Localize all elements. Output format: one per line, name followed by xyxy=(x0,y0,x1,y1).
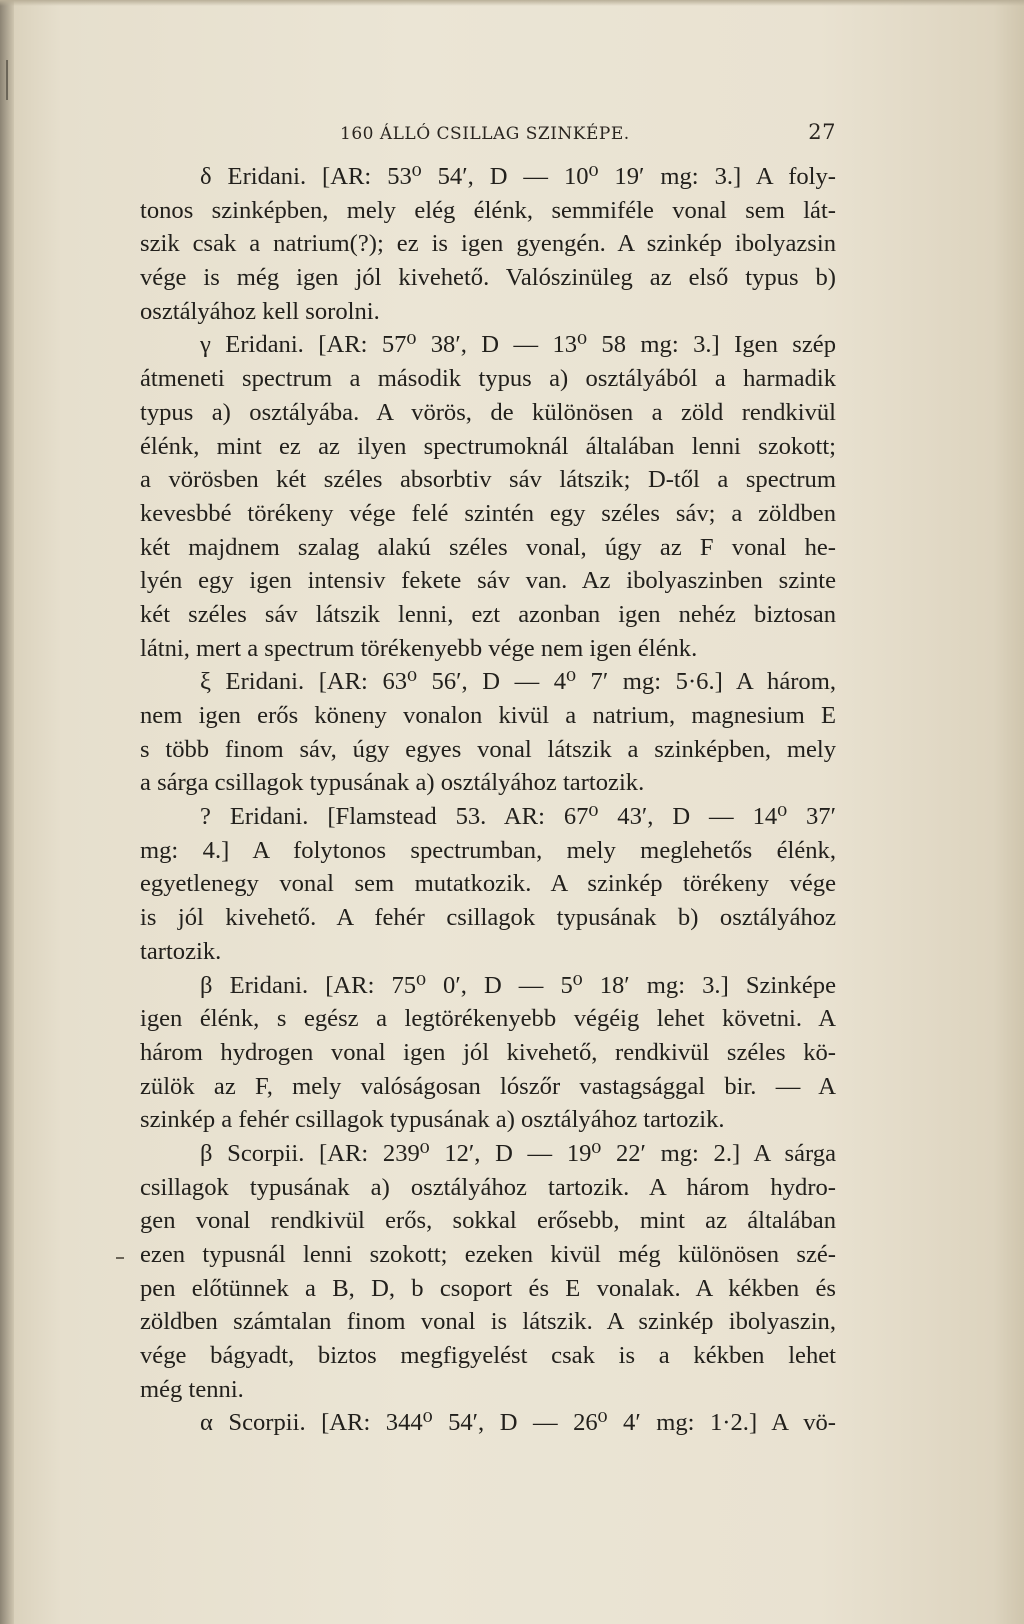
text-line: két széles sáv látszik lenni, ezt azonban igen nehéz biztosan xyxy=(140,600,836,628)
page-header xyxy=(140,120,836,150)
text-line: α Scorpii. [AR: 344⁰ 54′, D — 26⁰ 4′ mg: 1·2.] A vö- xyxy=(200,1409,836,1437)
text-line: s több finom sáv, úgy egyes vonal látszik a szinképben, mely xyxy=(140,735,836,763)
text-line: vége bágyadt, biztos megfigyelést csak is a kékben lehet xyxy=(140,1342,836,1370)
text-line: a sárga csillagok typusának a) osztályához tartozik. xyxy=(140,769,645,797)
text-line: nem igen erős köneny vonalon kivül a natrium, magnesium E xyxy=(140,702,836,729)
text-line: zöldben számtalan finom vonal is látszik. A szinkép ibolyaszin, xyxy=(140,1308,836,1336)
margin-mark xyxy=(116,1257,124,1259)
text-line: is jól kivehető. A fehér csillagok typusának b) osztályához xyxy=(140,904,836,932)
running-title: 160 ÁLLÓ CSILLAG SZINKÉPE. xyxy=(340,124,630,144)
margin-mark xyxy=(6,60,8,100)
text-line: élénk, mint ez az ilyen spectrumoknál általában lenni szokott; xyxy=(140,432,836,460)
text-line: két majdnem szalag alakú széles vonal, úgy az F vonal he- xyxy=(140,533,836,561)
text-line: egyetlenegy vonal sem mutatkozik. A szinkép törékeny vége xyxy=(140,870,836,898)
text-line: ξ Eridani. [AR: 63⁰ 56′, D — 4⁰ 7′ mg: 5·6.] A három, xyxy=(200,668,836,696)
text-line: gen vonal rendkivül erős, sokkal erősebb, mint az általában xyxy=(140,1207,836,1235)
text-line: lyén egy igen intensiv fekete sáv van. Az ibolyaszinben szinte xyxy=(140,567,836,595)
text-line: typus a) osztályába. A vörös, de különösen a zöld rendkivül xyxy=(140,398,836,426)
text-line: zülök az F, mely valóságosan lószőr vastagsággal bir. — A xyxy=(140,1072,836,1100)
text-line: szinkép a fehér csillagok typusának a) osztályához tartozik. xyxy=(140,1106,725,1134)
text-line: szik csak a natrium(?); ez is igen gyengén. A szinkép ibolyazsin xyxy=(140,230,836,258)
text-line: ? Eridani. [Flamstead 53. AR: 67⁰ 43′, D — 14⁰ 37′ xyxy=(200,803,836,831)
text-line: látni, mert a spectrum törékenyebb vége nem igen élénk. xyxy=(140,634,698,662)
text-line: β Scorpii. [AR: 239⁰ 12′, D — 19⁰ 22′ mg: 2.] A sárga xyxy=(200,1139,836,1167)
text-line: igen élénk, s egész a legtörékenyebb végéig lehet követni. A xyxy=(140,1005,836,1033)
page-number: 27 xyxy=(808,120,836,144)
text-line: még tenni. xyxy=(140,1375,244,1403)
body-text xyxy=(140,160,836,1440)
text-line: mg: 4.] A folytonos spectrumban, mely meglehetős élénk, xyxy=(140,836,836,864)
text-line: γ Eridani. [AR: 57⁰ 38′, D — 13⁰ 58 mg: 3.] Igen szép xyxy=(200,331,836,359)
text-line: ezen typusnál lenni szokott; ezeken kivül még különösen szé- xyxy=(140,1241,836,1268)
text-line: δ Eridani. [AR: 53⁰ 54′, D — 10⁰ 19′ mg: 3.] A foly- xyxy=(200,163,836,190)
text-line: kevesbbé törékeny vége felé szintén egy széles sáv; a zöldben xyxy=(140,499,836,527)
text-line: tonos szinképben, mely elég élénk, semmiféle vonal sem lát- xyxy=(140,196,836,224)
text-line: csillagok typusának a) osztályához tartozik. A három hydro- xyxy=(140,1173,836,1201)
text-line: három hydrogen vonal igen jól kivehető, rendkivül széles kö- xyxy=(140,1038,836,1066)
text-line: a vörösben két széles absorbtiv sáv látszik; D-től a spectrum xyxy=(140,466,836,494)
text-line: β Eridani. [AR: 75⁰ 0′, D — 5⁰ 18′ mg: 3.] Szinképe xyxy=(200,971,836,999)
text-line: átmeneti spectrum a második typus a) osztályából a harmadik xyxy=(140,365,836,393)
text-line: vége is még igen jól kivehető. Valószinüleg az első typus b) xyxy=(140,264,836,292)
text-line: pen előtünnek a B, D, b csoport és E vonalak. A kékben és xyxy=(140,1274,836,1302)
text-line: osztályához kell sorolni. xyxy=(140,297,380,325)
text-line: tartozik. xyxy=(140,937,222,965)
